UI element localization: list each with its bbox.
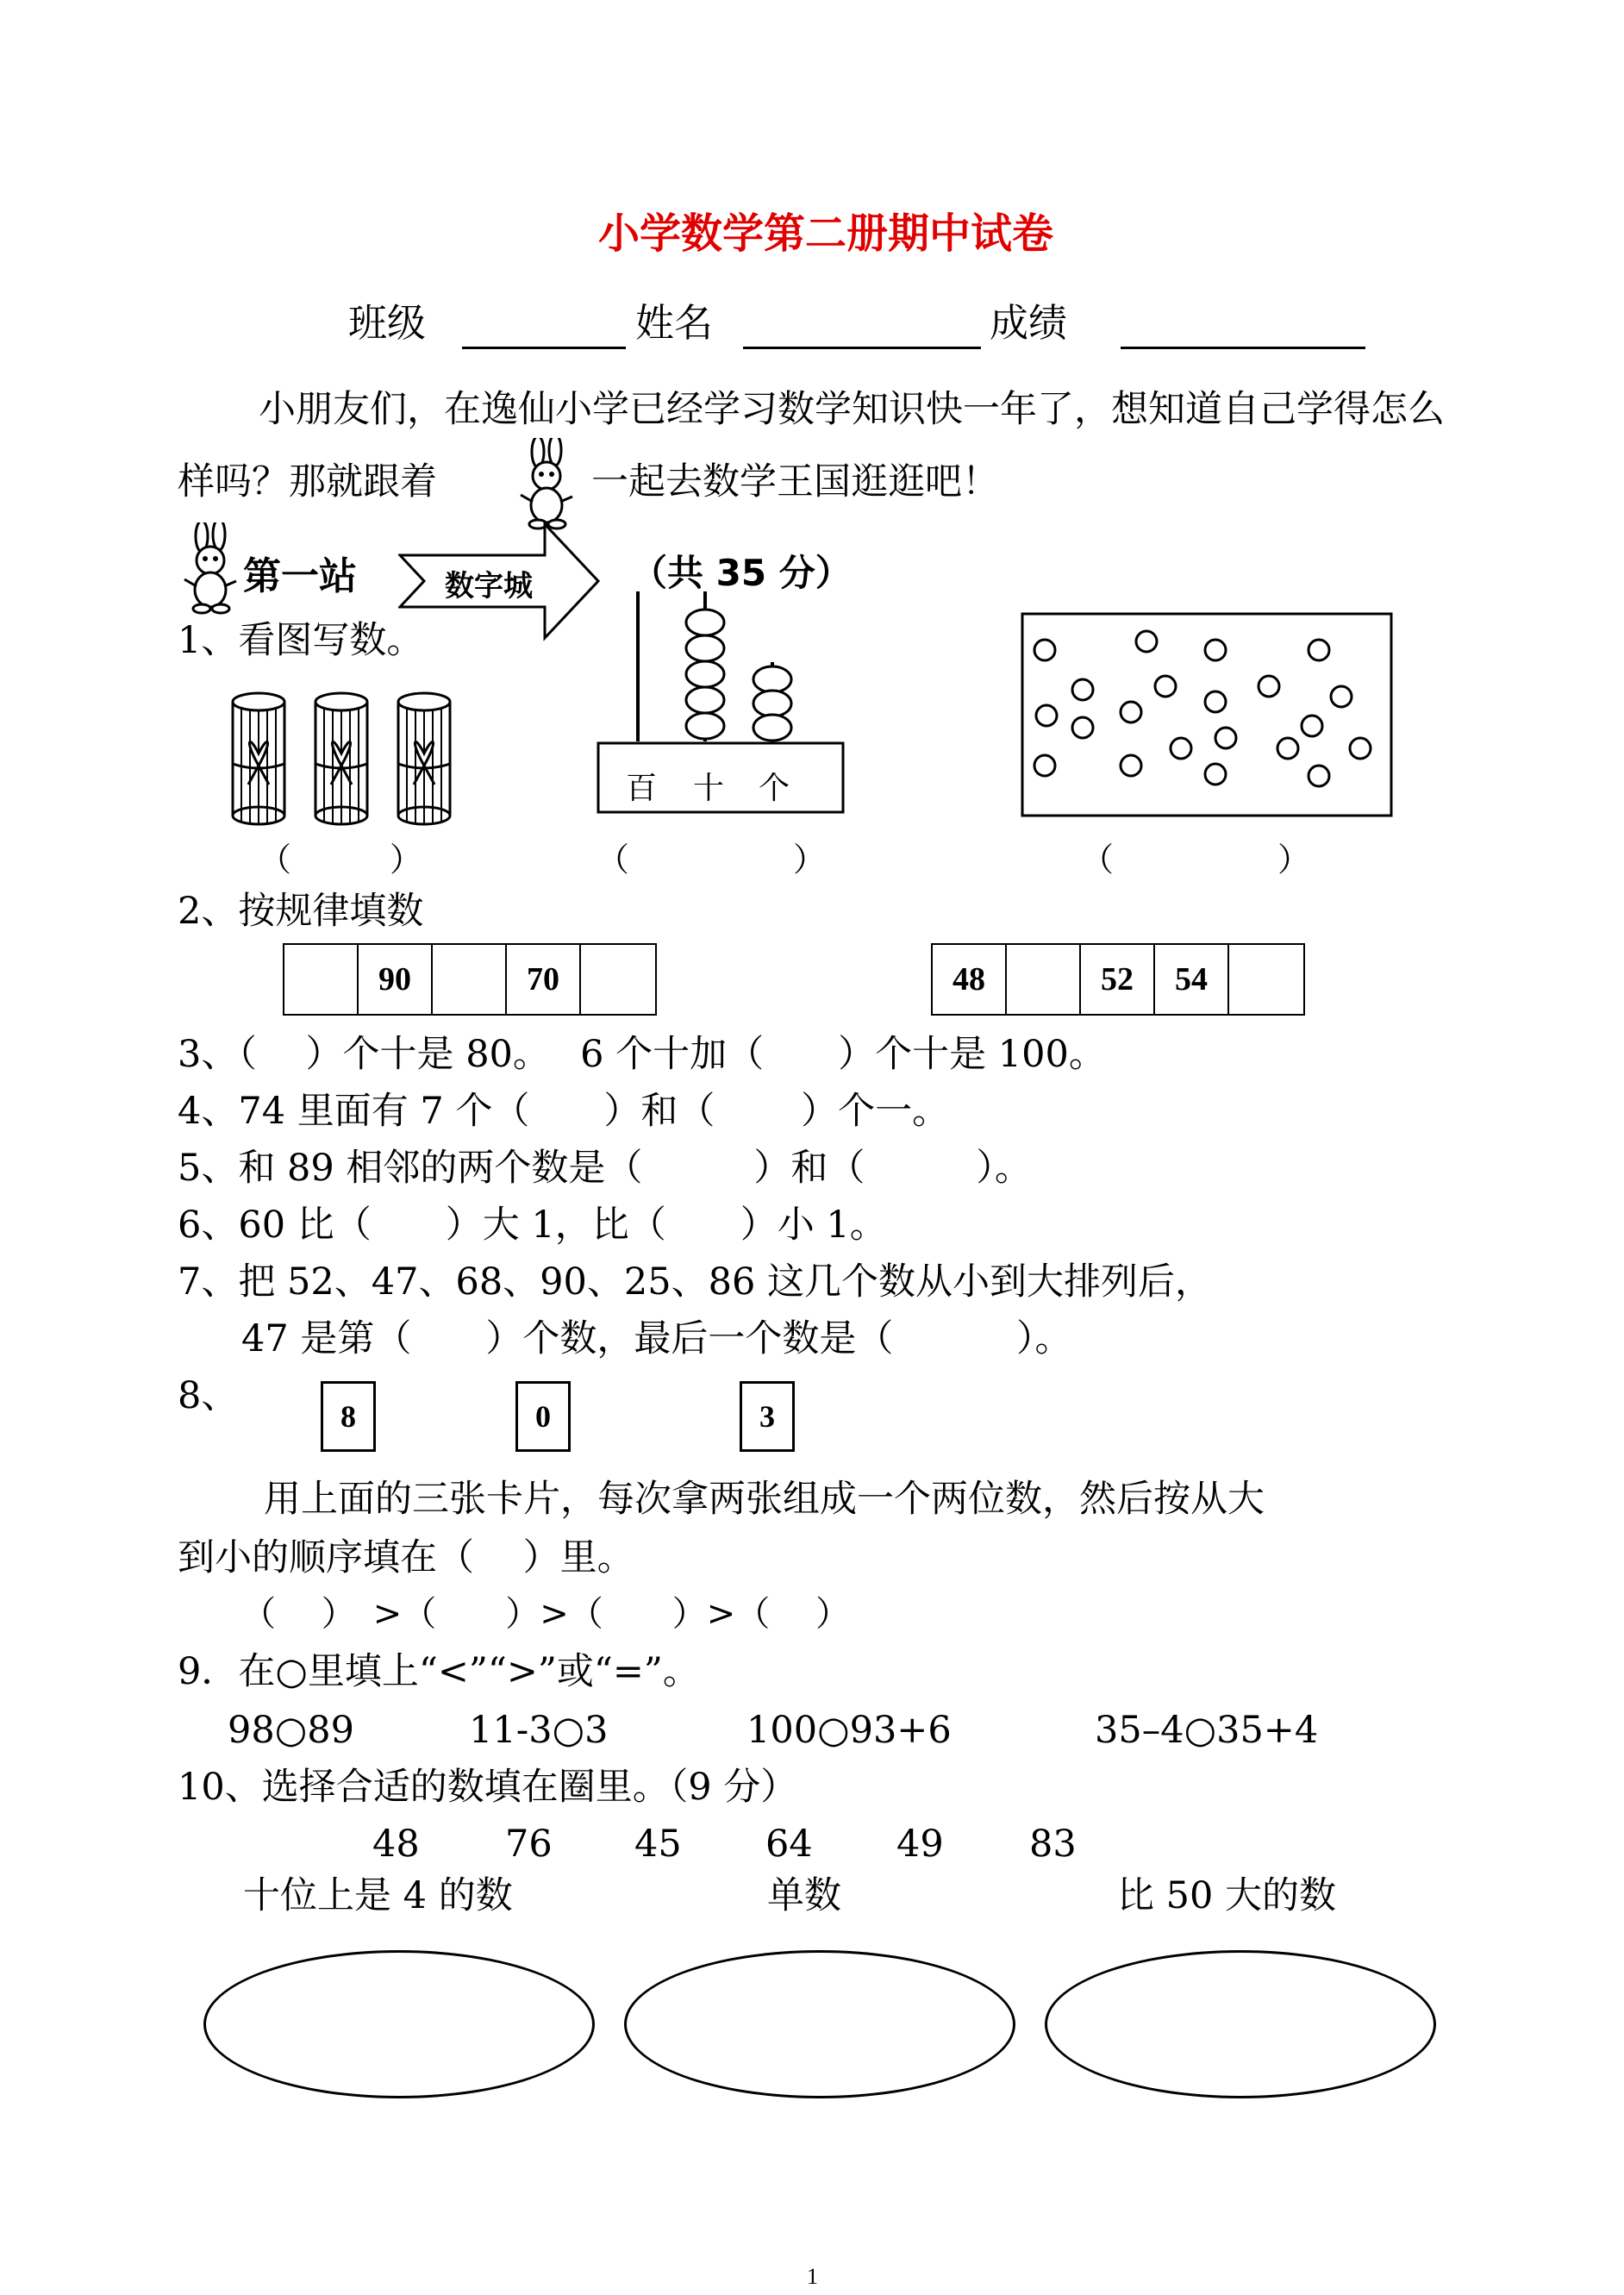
- abacus-label-tens: 十: [693, 771, 725, 806]
- q9-item[interactable]: 100○93+6: [746, 1709, 952, 1752]
- q10-number: 49: [896, 1823, 944, 1866]
- q2-text: 2、按规律填数: [178, 890, 424, 933]
- abacus-label-hundreds: 百: [626, 771, 658, 806]
- dot-box: [1021, 612, 1393, 817]
- category-label-gt50: 比 50 大的数: [1117, 1874, 1337, 1917]
- number-card: 8: [321, 1381, 376, 1452]
- page-number: 1: [807, 2264, 818, 2289]
- q1-answer-3[interactable]: （ ）: [1081, 841, 1311, 879]
- sequence-cell: 48: [933, 945, 1007, 1014]
- score-blank[interactable]: [1121, 347, 1365, 349]
- class-label: 班级: [348, 300, 427, 346]
- sequence-cell: 70: [507, 945, 581, 1014]
- q8-line-3: （ ） >（ ）>（ ）>（ ）: [241, 1594, 850, 1634]
- sequence-row-1: [283, 943, 657, 1016]
- q1-text: 1、看图写数。: [178, 619, 424, 662]
- intro-line-2b: 一起去数学王国逛逛吧！: [591, 460, 999, 503]
- rabbit-icon: [514, 438, 583, 533]
- abacus-label-ones: 个: [759, 771, 790, 806]
- sequence-cell: 54: [1155, 945, 1229, 1014]
- number-card: 3: [740, 1381, 795, 1452]
- q1-answer-1[interactable]: （ ）: [259, 841, 423, 879]
- intro-line-2a: 样吗？那就跟着: [178, 460, 437, 503]
- score-label: 成绩: [990, 300, 1068, 346]
- category-label-tens-4: 十位上是 4 的数: [243, 1874, 513, 1917]
- sequence-cell: 52: [1081, 945, 1155, 1014]
- q10-text: 10、选择合适的数填在圈里。（9 分）: [178, 1766, 798, 1809]
- sequence-cell[interactable]: [284, 945, 359, 1014]
- q10-number: 48: [372, 1823, 420, 1866]
- q7-line-1: 7、把 52、47、68、90、25、86 这几个数从小到大排列后，: [178, 1260, 1212, 1304]
- q10-number: 83: [1029, 1823, 1077, 1866]
- category-label-odd: 单数: [767, 1874, 841, 1917]
- stick-bundle-icon: [228, 690, 469, 828]
- q4-text: 4、74 里面有 7 个（ ）和（ ）个一。: [178, 1090, 950, 1133]
- q10-number: 64: [765, 1823, 813, 1866]
- name-label: 姓名: [635, 300, 714, 346]
- q8-line-1: 用上面的三张卡片，每次拿两张组成一个两位数，然后按从大: [264, 1478, 1265, 1521]
- q5-text: 5、和 89 相邻的两个数是（ ）和（ ）。: [178, 1147, 1032, 1190]
- q10-number: 76: [505, 1823, 553, 1866]
- intro-line-1: 小朋友们，在逸仙小学已经学习数学知识快一年了，想知道自己学得怎么: [259, 388, 1445, 431]
- station-label: 第一站: [243, 554, 357, 598]
- number-card: 0: [515, 1381, 571, 1452]
- q9-text: 9．在○里填上“<”“>”或“=”。: [178, 1650, 700, 1693]
- station-arrow-text: 数字城: [445, 569, 533, 603]
- page-title: 小学数学第二册期中试卷: [598, 209, 1054, 258]
- sequence-cell[interactable]: [1229, 945, 1303, 1014]
- q3-text: 3、（ ）个十是 80。 6 个十加（ ）个十是 100。: [178, 1033, 1106, 1076]
- q9-item[interactable]: 35–4○35+4: [1095, 1709, 1319, 1752]
- answer-oval[interactable]: [624, 1950, 1015, 2098]
- sequence-cell[interactable]: [433, 945, 507, 1014]
- class-blank[interactable]: [462, 347, 626, 349]
- station-points: （共 35 分）: [631, 552, 852, 594]
- answer-oval[interactable]: [203, 1950, 595, 2098]
- sequence-cell[interactable]: [1007, 945, 1081, 1014]
- name-blank[interactable]: [743, 347, 981, 349]
- q1-answer-2[interactable]: （ ）: [597, 841, 827, 879]
- q10-number: 45: [634, 1823, 682, 1866]
- q8-line-2: 到小的顺序填在（ ）里。: [178, 1536, 634, 1579]
- sequence-row-2: [931, 943, 1305, 1016]
- sequence-cell[interactable]: [581, 945, 655, 1014]
- answer-oval[interactable]: [1045, 1950, 1436, 2098]
- rabbit-icon: [178, 522, 247, 617]
- q6-text: 6、60 比（ ）大 1，比（ ）小 1。: [178, 1204, 887, 1247]
- q8-label: 8、: [178, 1374, 239, 1417]
- q9-item[interactable]: 98○89: [228, 1709, 354, 1752]
- q7-line-2: 47 是第（ ）个数，最后一个数是（ ）。: [241, 1317, 1072, 1360]
- sequence-cell: 90: [359, 945, 433, 1014]
- q9-item[interactable]: 11-3○3: [469, 1709, 609, 1752]
